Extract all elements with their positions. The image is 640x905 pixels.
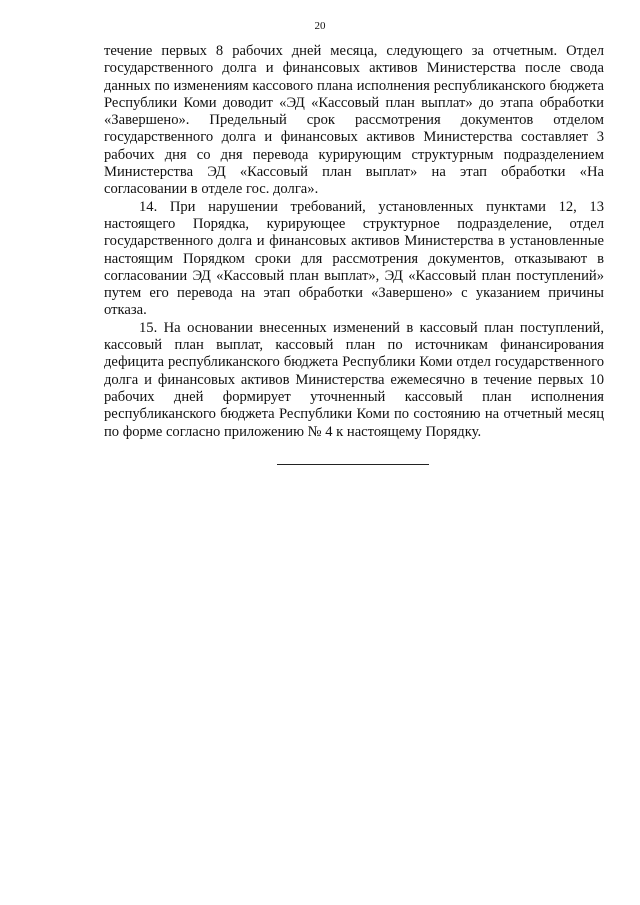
document-body xyxy=(104,43,604,441)
end-separator-line xyxy=(277,464,429,465)
paragraph-15: 15. На основании внесенных изменений в кассовый план поступлений, кассовый план выплат, кассовый план по источникам финансирования дефицита республиканского бюджета Республики Коми отдел государственного долга и финансовых активов Министерства ежемесячно в течение первых 10 рабочих дней формирует уточненный кассовый план исполнения республиканского бюджета Республики Коми по состоянию на отчетный месяц по форме согласно приложению № 4 к настоящему Порядку. xyxy=(104,319,604,440)
paragraph-continuation: течение первых 8 рабочих дней месяца, следующего за отчетным. Отдел государственного долга и финансовых активов Министерства после свода данных по изменениям кассового плана исполнения республиканского бюджета Республики Коми доводит «ЭД «Кассовый план выплат» до этапа обработки «Завершено». Предельный срок рассмотрения документов отделом государственного долга и финансовых активов Министерства составляет 3 рабочих дня со дня перевода курирующим структурным подразделением Министерства ЭД «Кассовый план выплат» на этап обработки «На согласовании в отделе гос. долга». xyxy=(104,43,604,198)
paragraph-14: 14. При нарушении требований, установленных пунктами 12, 13 настоящего Порядка, курирующее структурное подразделение, отдел государственного долга и финансовых активов Министерства в установленные настоящим Порядком сроки для рассмотрения документов, отказывают в согласовании ЭД «Кассовый план выплат», ЭД «Кассовый план поступлений» путем его перевода на этап обработки «Завершено» с указанием причины отказа. xyxy=(104,198,604,319)
page-number: 20 xyxy=(314,20,326,32)
